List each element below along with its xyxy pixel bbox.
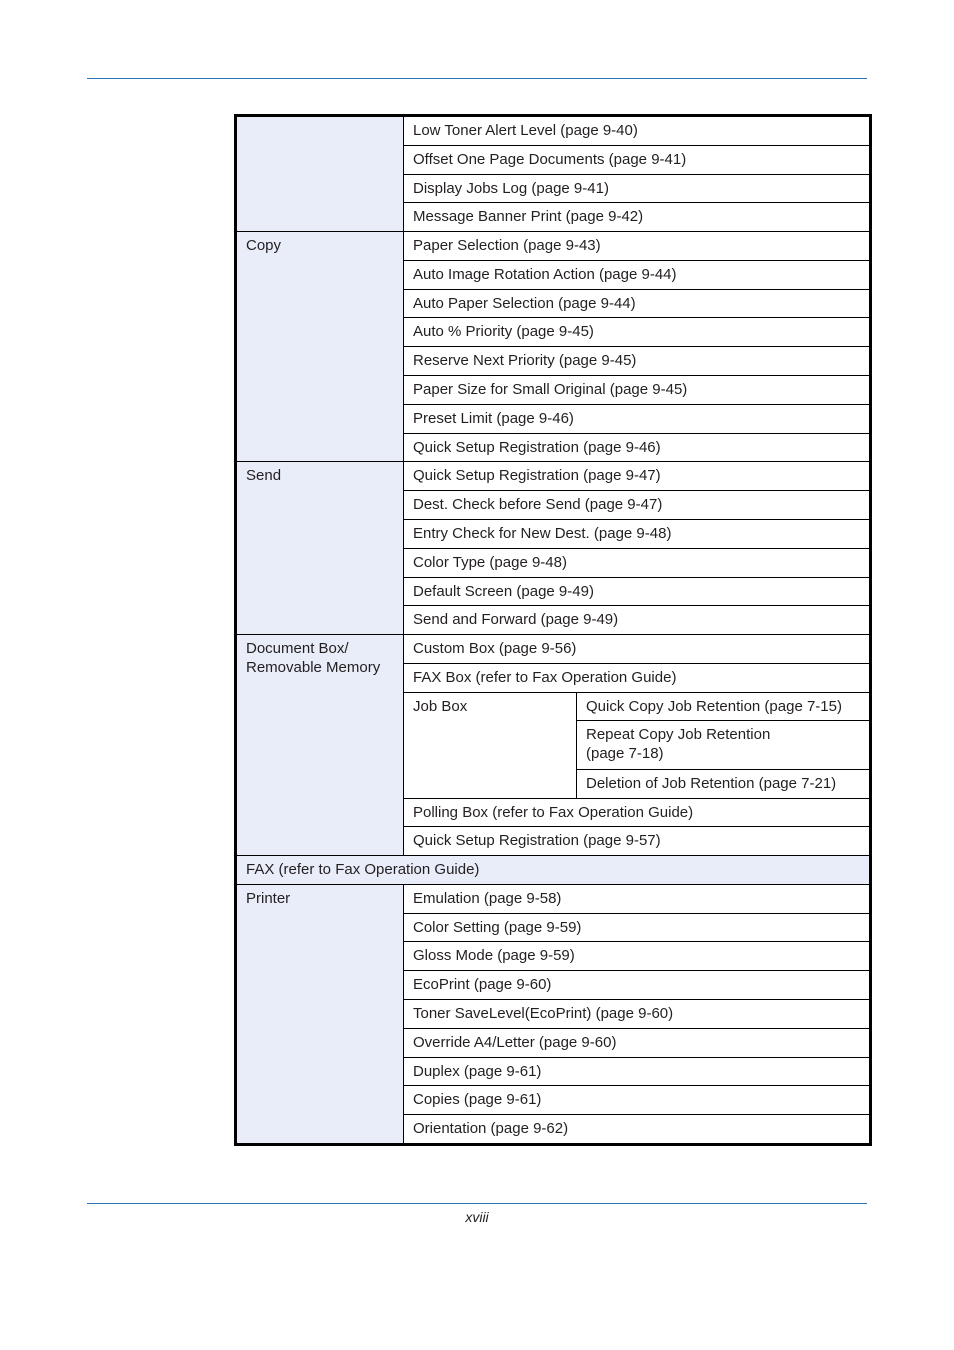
table-row bbox=[236, 232, 871, 261]
table-row bbox=[236, 462, 871, 491]
job-box-item: Quick Copy Job Retention (page 7-15) bbox=[577, 692, 871, 721]
menu-item: Copies (page 9-61) bbox=[404, 1086, 871, 1115]
menu-item: Duplex (page 9-61) bbox=[404, 1057, 871, 1086]
job-box-label: Job Box bbox=[404, 692, 577, 798]
menu-item: Quick Setup Registration (page 9-57) bbox=[404, 827, 871, 856]
menu-item: Preset Limit (page 9-46) bbox=[404, 404, 871, 433]
menu-item: Quick Setup Registration (page 9-46) bbox=[404, 433, 871, 462]
menu-item: Emulation (page 9-58) bbox=[404, 884, 871, 913]
menu-item: Quick Setup Registration (page 9-47) bbox=[404, 462, 871, 491]
table-row bbox=[236, 635, 871, 664]
menu-item: Paper Size for Small Original (page 9-45) bbox=[404, 376, 871, 405]
menu-item: Auto Image Rotation Action (page 9-44) bbox=[404, 260, 871, 289]
menu-item: Custom Box (page 9-56) bbox=[404, 635, 871, 664]
category-printer: Printer bbox=[236, 884, 404, 1144]
table-row bbox=[236, 884, 871, 913]
menu-item: Display Jobs Log (page 9-41) bbox=[404, 174, 871, 203]
settings-menu-table bbox=[234, 114, 872, 1146]
menu-item: Auto Paper Selection (page 9-44) bbox=[404, 289, 871, 318]
menu-item: Gloss Mode (page 9-59) bbox=[404, 942, 871, 971]
menu-item: Message Banner Print (page 9-42) bbox=[404, 203, 871, 232]
menu-item: Offset One Page Documents (page 9-41) bbox=[404, 145, 871, 174]
menu-item: Paper Selection (page 9-43) bbox=[404, 232, 871, 261]
category-cell bbox=[236, 116, 404, 232]
menu-item: Polling Box (refer to Fax Operation Guide) bbox=[404, 798, 871, 827]
menu-item: Reserve Next Priority (page 9-45) bbox=[404, 347, 871, 376]
job-box-item-line: (page 7-18) bbox=[586, 745, 664, 763]
table-row bbox=[236, 856, 871, 885]
menu-item: Entry Check for New Dest. (page 9-48) bbox=[404, 519, 871, 548]
footer-rule bbox=[87, 1203, 867, 1204]
table-row bbox=[236, 116, 871, 146]
menu-item: Send and Forward (page 9-49) bbox=[404, 606, 871, 635]
job-box-item-line: Repeat Copy Job Retention bbox=[586, 726, 771, 744]
menu-item: Color Setting (page 9-59) bbox=[404, 913, 871, 942]
category-send: Send bbox=[236, 462, 404, 635]
category-copy: Copy bbox=[236, 232, 404, 462]
menu-item: Orientation (page 9-62) bbox=[404, 1115, 871, 1145]
menu-item: Low Toner Alert Level (page 9-40) bbox=[404, 116, 871, 146]
menu-item: FAX Box (refer to Fax Operation Guide) bbox=[404, 663, 871, 692]
menu-item: Default Screen (page 9-49) bbox=[404, 577, 871, 606]
page-number: xviii bbox=[465, 1209, 489, 1225]
category-label-line: Document Box/ bbox=[246, 640, 349, 658]
menu-item: Dest. Check before Send (page 9-47) bbox=[404, 491, 871, 520]
category-label-line: Removable Memory bbox=[246, 659, 381, 677]
category-document-box bbox=[236, 635, 404, 856]
menu-item: EcoPrint (page 9-60) bbox=[404, 971, 871, 1000]
category-fax: FAX (refer to Fax Operation Guide) bbox=[236, 856, 871, 885]
menu-item: Color Type (page 9-48) bbox=[404, 548, 871, 577]
menu-item: Toner SaveLevel(EcoPrint) (page 9-60) bbox=[404, 999, 871, 1028]
job-box-item bbox=[577, 721, 871, 769]
menu-item: Override A4/Letter (page 9-60) bbox=[404, 1028, 871, 1057]
menu-item: Auto % Priority (page 9-45) bbox=[404, 318, 871, 347]
header-rule bbox=[87, 78, 867, 79]
job-box-item: Deletion of Job Retention (page 7-21) bbox=[577, 769, 871, 798]
